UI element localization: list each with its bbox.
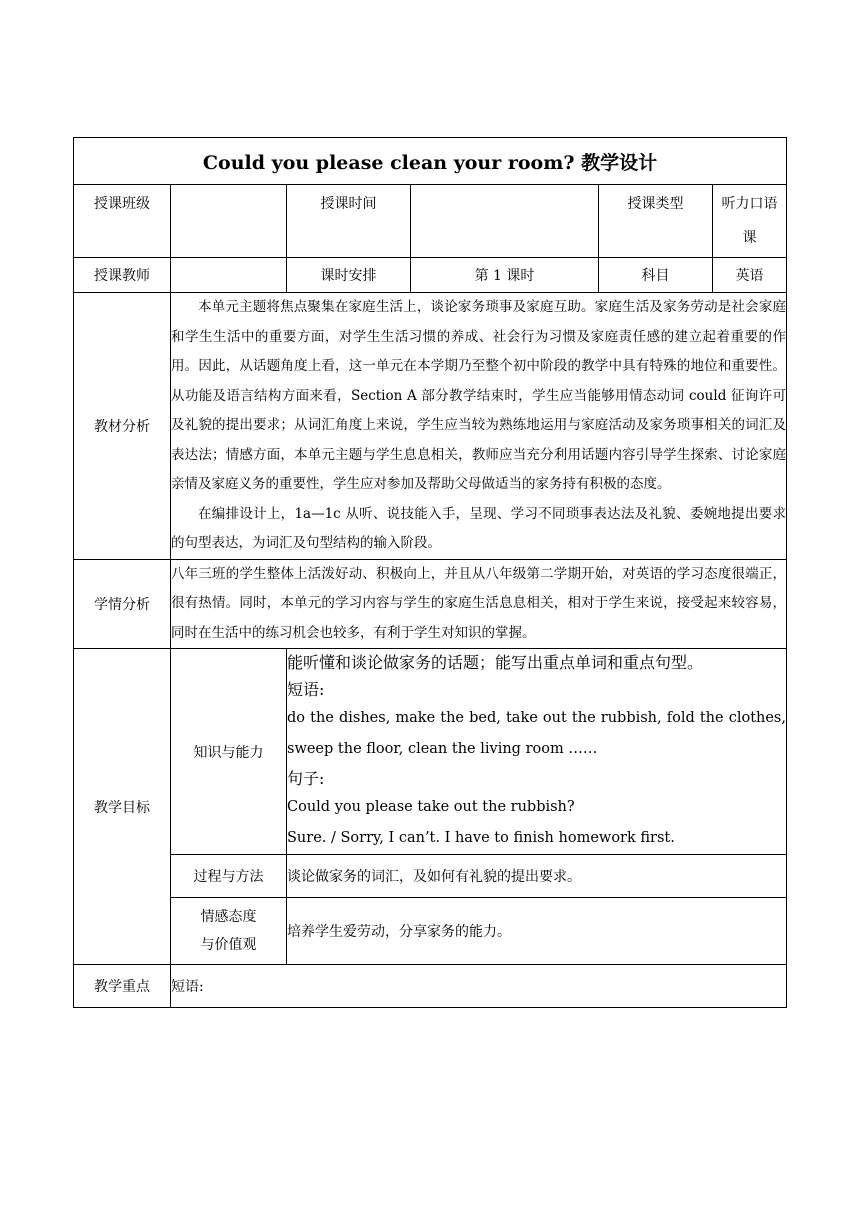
lesson-plan-table (73, 137, 787, 1008)
schedule-label: 课时安排 (287, 258, 411, 293)
attitude-text: 培养学生爱劳动，分享家务的能力。 (287, 898, 787, 965)
students-label: 学情分析 (74, 559, 171, 649)
schedule-value: 第 1 课时 (411, 258, 599, 293)
type-value (713, 185, 787, 258)
students-analysis (171, 559, 787, 649)
material-paragraph-2: 在编排设计上，1a—1c 从听、说技能入手，呈现、学习不同琐事表达法及礼貌、委婉地提出要求的句型表达，为词汇及句型结构的输入阶段。 (171, 505, 786, 551)
students-text: 八年三班的学生整体上活泼好动、积极向上，并且从八年级第二学期开始，对英语的学习态度很端正，很有热情。同时，本单元的学习内容与学生的家庭生活息息相关，相对于学生来说，接受起来较容易，同时在生活中的练习机会也较多，有利于学生对知识的掌握。 (171, 565, 786, 641)
subject-label: 科目 (599, 258, 713, 293)
subject-value: 英语 (713, 258, 787, 293)
phrases-label: 短语: (287, 680, 325, 699)
teacher-value (171, 258, 287, 293)
sentences-label: 句子: (287, 769, 325, 788)
goals-label: 教学目标 (74, 649, 171, 965)
knowledge-label: 知识与能力 (171, 649, 287, 855)
time-label: 授课时间 (287, 185, 411, 258)
material-label: 教材分析 (74, 293, 171, 560)
sentence-2: Sure. / Sorry, I can’t. I have to finish homework first. (287, 830, 675, 846)
type-label: 授课类型 (599, 185, 713, 258)
attitude-label-line1: 情感态度 (200, 909, 257, 925)
phrases-list: do the dishes, make the bed, take out the rubbish, fold the clothes, sweep the floor, clean the living room …… (287, 710, 786, 757)
attitude-label-line2: 与价值观 (200, 937, 257, 953)
document-title: Could you please clean your room? 教学设计 (74, 138, 787, 185)
type-value-line1: 听力口语 (721, 196, 778, 212)
knowledge-intro: 能听懂和谈论做家务的话题；能写出重点单词和重点句型。 (287, 653, 704, 672)
material-analysis (171, 293, 787, 560)
class-value (171, 185, 287, 258)
time-value (411, 185, 599, 258)
key-points-text: 短语: (171, 965, 787, 1008)
type-value-line2: 课 (742, 230, 757, 246)
teacher-label: 授课教师 (74, 258, 171, 293)
process-label: 过程与方法 (171, 855, 287, 898)
material-paragraph-1: 本单元主题将焦点聚集在家庭生活上，谈论家务琐事及家庭互助。家庭生活及家务劳动是社会家庭和学生生活中的重要方面，对学生生活习惯的养成、社会行为习惯及家庭责任感的建立起着重要的作用。因此，从话题角度上看，这一单元在本学期乃至整个初中阶段的教学中具有特殊的地位和重要性。从功能及语言结构方面来看，Section A 部分教学结束时，学生应当能够用情态动词 could 征询许可及礼貌的提出要求；从词汇角度上来说，学生应当较为熟练地运用与家庭活动及家务琐事相关的词汇及表达法；情感方面，本单元主题与学生息息相关，教师应当充分利用话题内容引导学生探索、讨论家庭亲情及家庭义务的重要性，学生应对参加及帮助父母做适当的家务持有积极的态度。 (171, 299, 786, 492)
sentence-1: Could you please take out the rubbish? (287, 799, 575, 815)
process-text: 谈论做家务的词汇，及如何有礼貌的提出要求。 (287, 855, 787, 898)
key-points-label: 教学重点 (74, 965, 171, 1008)
attitude-label (171, 898, 287, 965)
class-label: 授课班级 (74, 185, 171, 258)
knowledge-content (287, 649, 787, 855)
